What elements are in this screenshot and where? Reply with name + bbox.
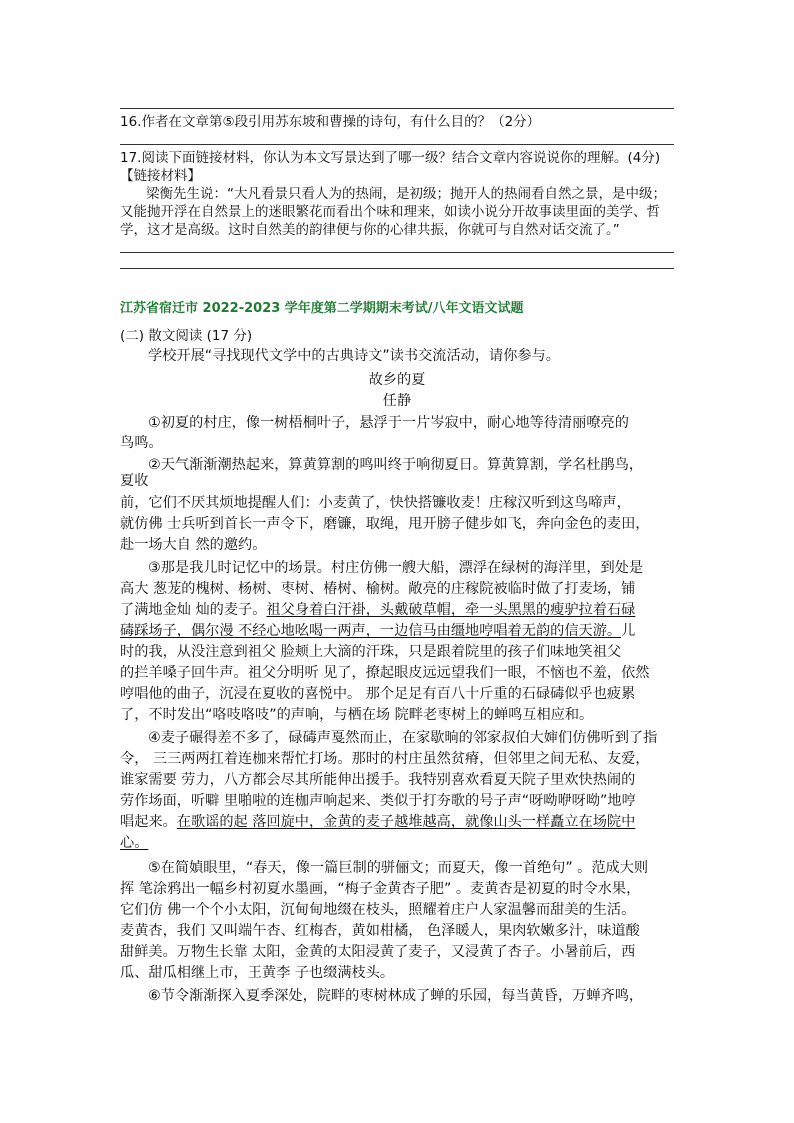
p3-underlined-2: 碡踩场子，偶尔漫 bbox=[120, 623, 239, 639]
link-material-title: 【链接材料】 bbox=[120, 168, 201, 184]
section-heading: (二) 散文阅读 (17 分) bbox=[120, 328, 253, 344]
p4-line-3: 谁家需要 劳力，八方都会尽其所能伸出援手。我特别喜欢看夏天院子里欢快热闹的 bbox=[120, 772, 636, 788]
p2-line-3: 前，它们不厌其烦地提醒人们：小麦黄了，快快搭镰收麦！庄稼汉听到这鸟啼声， bbox=[120, 495, 631, 511]
activity-intro: 学校开展“寻找现代文学中的古典诗文”读书交流活动，请你参与。 bbox=[148, 348, 560, 364]
link-material-line-3: 学，这才是高级。这时自然美的韵律便与你的心律共振，你就可与自然对话交流了。” bbox=[120, 222, 620, 238]
p4-line-1: ④麦子碾得差不多了，碌碡声戛然而止，在家歇晌的邻家叔伯大婶们仿佛听到了指 bbox=[148, 730, 658, 746]
p4-underlined-2: 心。 bbox=[120, 835, 149, 851]
p4-underlined-1: 在歌谣的起 落回旋中，金黄的麦子越堆越高，就像山头一样矗立在场院中 bbox=[176, 814, 636, 830]
p5-line-4: 麦黄杏，我们 又叫端午杏、红梅杏，黄如柑橘， 色泽暖人，果肉软嫩多汁，味道酸 bbox=[120, 923, 640, 939]
article-author: 任静 bbox=[382, 393, 412, 409]
p3-line-6: 的拦羊嗓子回牛声。祖父分明听 见了，撩起眼皮远远望我们一眼，不恼也不羞，依然 bbox=[120, 665, 650, 681]
p5-line-2: 挥 笔涂鸦出一幅乡村初夏水墨画，“梅子金黄杏子肥” 。麦黄杏是初夏的时令水果， bbox=[120, 881, 641, 897]
p3-line-2: 高大 葱茏的槐树、杨树、枣树、椿树、榆树。敞亮的庄稼院被临时做了打麦场，铺 bbox=[120, 581, 636, 597]
p4-line-4: 劳作场面，听噼 里啪啦的连枷声响起来、类似于打夯歌的号子声“呀呦咿呀呦”地哼 bbox=[120, 793, 636, 809]
p3-line-5: 时的我，从没注意到祖父 脸颊上大滴的汗珠，只是跟着院里的孩子们味地笑祖父 bbox=[120, 644, 622, 660]
source-heading: 江苏省宿迁市 2022-2023 学年度第二学期期末考试/八年文语文试题 bbox=[120, 301, 524, 316]
answer-line-q17-2 bbox=[120, 268, 674, 269]
answer-line-top bbox=[120, 108, 674, 109]
question-17: 17.阅读下面链接材料，你认为本文写景达到了哪一级？结合文章内容说说你的理解。(4分) bbox=[120, 150, 661, 166]
p2-line-1: ②天气渐渐潮热起来，算黄算割的鸣叫终于响彻夏日。算黄算割，学名杜鹃鸟， bbox=[148, 457, 644, 473]
p5-line-3: 它们仿 佛一个个小太阳，沉甸甸地缀在枝头，照耀着庄户人家温馨而甜美的生活。 bbox=[120, 902, 636, 918]
p3-line-4 bbox=[120, 621, 635, 641]
answer-line-q17-1 bbox=[120, 252, 674, 253]
p2-line-2: 夏收 bbox=[120, 473, 149, 489]
p1-line-2: 鸟鸣。 bbox=[120, 435, 163, 451]
p3-underlined-1: 祖父身着白汗褂，头戴破草帽，牵一头黑黑的瘦驴拉着石碌 bbox=[266, 602, 636, 618]
p3-line-3 bbox=[120, 600, 635, 620]
p3-line-4-tail: 儿 bbox=[621, 623, 636, 639]
p4-line-5 bbox=[120, 812, 635, 832]
p3-underlined-3: 不经心地吆喝一两声，一边信马由缰地哼唱着无韵的信天游。 bbox=[238, 623, 622, 639]
p3-line-7: 哼唱他的曲子，沉浸在夏收的喜悦中。 那个足足有百八十斤重的石碌碡似乎也疲累 bbox=[120, 686, 636, 702]
link-material-line-2: 又能抛开浮在自然景上的迷眼繁花而看出个味和理来，如读小说分开故事读里面的美学、哲 bbox=[120, 204, 660, 220]
p6-line-1: ⑥节令渐渐探入夏季深处，院畔的枣树林成了蝉的乐园，每当黄昏，万蝉齐鸣， bbox=[148, 988, 644, 1004]
p3-line-8: 了，不时发出“咯吱咯吱”的声响，与栖在场 院畔老枣树上的蝉鸣互相应和。 bbox=[120, 707, 594, 723]
question-16: 16.作者在文章第⑤段引用苏东坡和曹操的诗句，有什么目的？（2分） bbox=[120, 114, 541, 130]
p4-line-2: 令， 三三两两扛着连枷来帮忙打场。那时的村庄虽然贫瘠，但邻里之间无私、友爱， bbox=[120, 751, 650, 767]
article-title: 故乡的夏 bbox=[368, 372, 426, 388]
p3-line-3-plain: 了满地金灿 灿的麦子。 bbox=[120, 602, 267, 618]
p5-line-5: 甜鲜美。万物生长靠 太阳，金黄的太阳浸黄了麦子，又浸黄了杏子。小暑前后，西 bbox=[120, 944, 636, 960]
p3-line-1: ③那是我儿时记忆中的场景。村庄仿佛一艘大船，漂浮在绿树的海洋里，到处是 bbox=[148, 560, 644, 576]
p5-line-6: 瓜、甜瓜相继上市，王黄李 子也缀满枝头。 bbox=[120, 965, 395, 981]
p4-line-6 bbox=[120, 833, 148, 853]
p4-line-5-plain: 唱起来。 bbox=[120, 814, 177, 830]
p2-line-4: 就仿佛 士兵听到首长一声令下，磨镰，取绳，甩开膀子健步如飞，奔向金色的麦田， bbox=[120, 516, 650, 532]
p5-line-1: ⑤在简媜眼里，“春天，像一篇巨制的骈俪文；而夏天，像一首绝句” 。范成大则 bbox=[148, 860, 649, 876]
answer-line-q16 bbox=[120, 144, 674, 145]
p1-line-1: ①初夏的村庄，像一树梧桐叶子，悬浮于一片岑寂中，耐心地等待清丽嘹亮的 bbox=[148, 415, 629, 431]
p2-line-5: 赴一场大自 然的邀约。 bbox=[120, 537, 267, 553]
link-material-line-1: 梁衡先生说：“大凡看景只看人为的热闹，是初级；抛开人的热闹看自然之景，是中级； bbox=[146, 186, 666, 202]
